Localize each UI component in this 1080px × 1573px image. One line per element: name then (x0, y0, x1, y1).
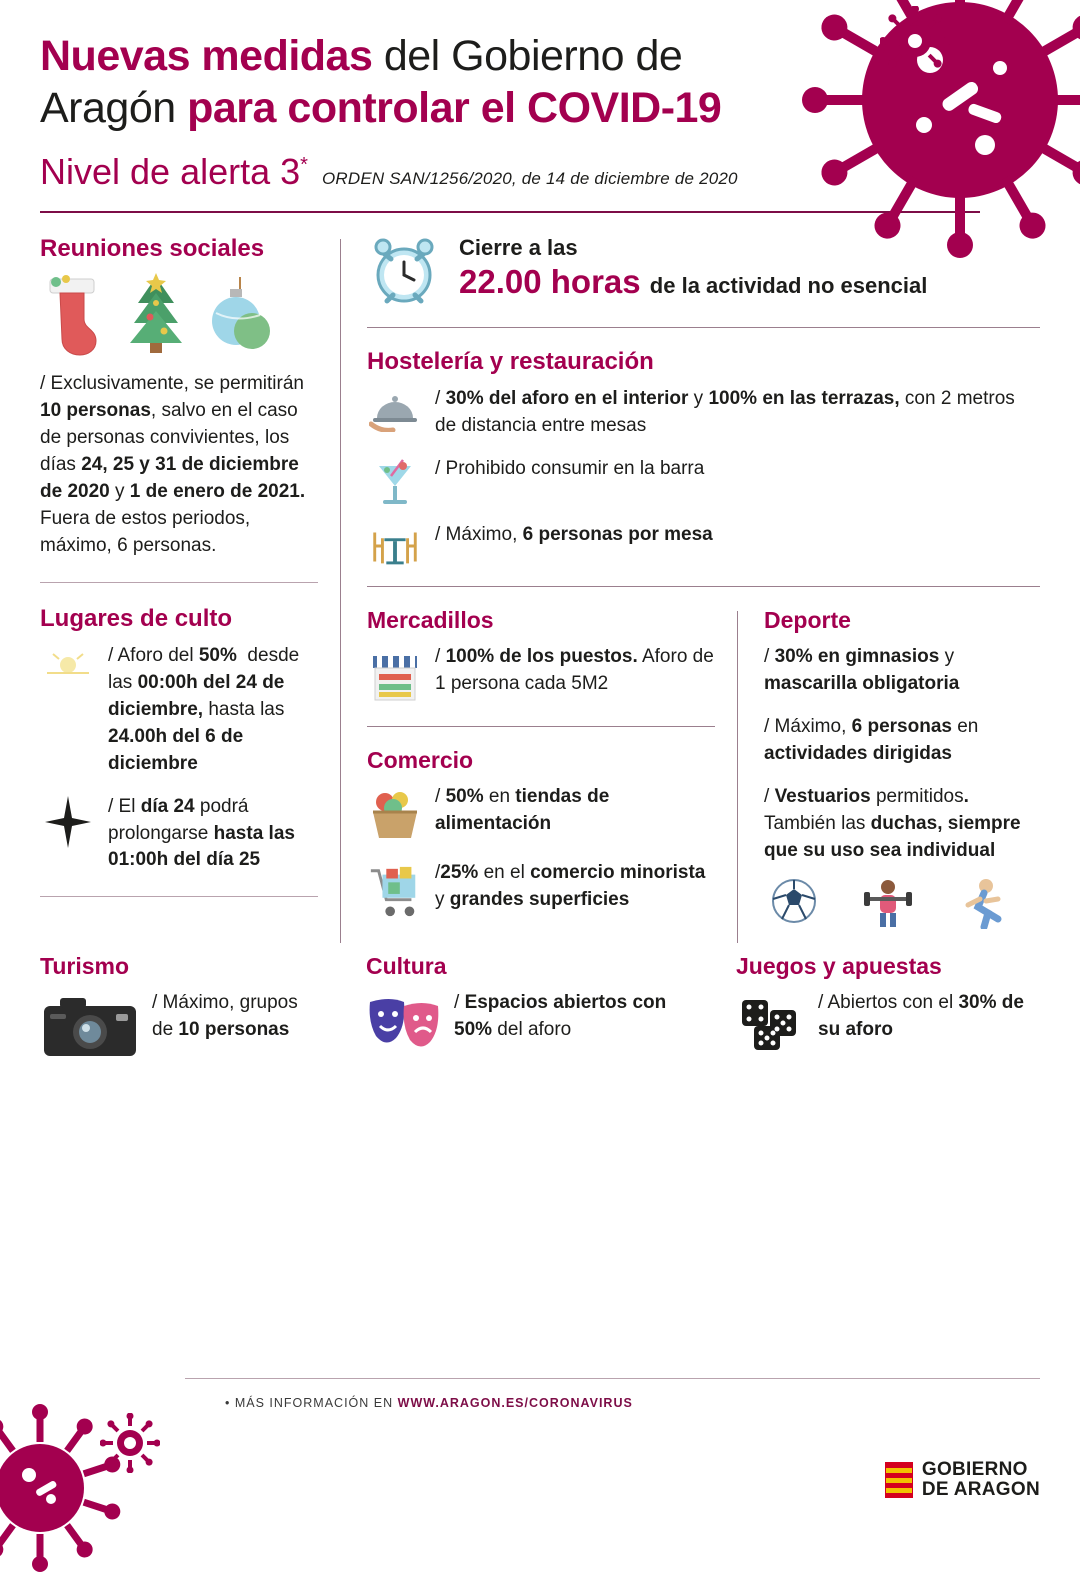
bottom-column-turismo (40, 953, 340, 1078)
culto-item-1 (40, 643, 318, 778)
weightlifting-icon (862, 877, 914, 929)
closing-time-block (367, 235, 1040, 309)
gov-line-1: GOBIERNO (921, 1459, 1028, 1481)
alert-level-text: Nivel de alerta 3 (40, 150, 301, 192)
food-cloche-icon (367, 386, 423, 432)
title-part-3: Aragón (40, 84, 176, 133)
alarm-clock-icon (367, 235, 441, 309)
turismo-text: / Máximo, grupos de 10 personas (152, 991, 298, 1040)
section-title-hosteleria: Hostelería y restauración (367, 347, 654, 375)
alert-level (40, 151, 308, 193)
virus-icon-bottom-small (100, 1413, 160, 1473)
mercadillos-item-1-text: / 100% de los puestos. Aforo de 1 persona cada 5M2 (435, 645, 714, 694)
hosteleria-item-1 (367, 386, 1040, 440)
divider-left-1 (40, 582, 318, 583)
title-part-2: del Gobierno de (383, 32, 683, 80)
section-title-culto: Lugares de culto (40, 604, 233, 632)
camera-icon (40, 990, 140, 1062)
reuniones-text: / Exclusivamente, se permitirán 10 personas, salvo en el caso de personas convivientes, los días 24, 25 y 31 de diciembre de 2020 y 1 de enero de 2021. Fuera de estos periodos, máximo, 6 personas. (40, 372, 306, 556)
section-title-deporte: Deporte (764, 606, 851, 633)
footer-info-prefix: MÁS INFORMACIÓN EN (234, 1396, 394, 1410)
section-title-juegos: Juegos y apuestas (736, 952, 942, 979)
cocktail-icon (367, 456, 423, 506)
divider-right-2 (367, 586, 1040, 587)
theater-masks-icon (366, 990, 442, 1054)
divider-left-2 (40, 896, 318, 897)
christmas-tree-icon (120, 273, 192, 357)
turismo-item (40, 990, 318, 1062)
gov-line-2: DE ARAGON (921, 1479, 1040, 1501)
comercio-item-2-text: /25% en el comercio minorista y grandes superficies (435, 861, 706, 910)
section-title-comercio: Comercio (367, 746, 474, 773)
reuniones-icons (40, 273, 318, 357)
culto-item-2-text: / El día 24 podrá prolongarse hasta las 01:00h del día 25 (108, 795, 295, 871)
bottom-column-cultura (340, 953, 710, 1078)
mercadillos-item-1 (367, 644, 715, 708)
hosteleria-item-3 (367, 522, 1040, 568)
deporte-item-1-text: / 30% en gimnasios y mascarilla obligatoria (764, 645, 960, 694)
section-title-mercadillos: Mercadillos (367, 606, 494, 633)
section-title-reuniones: Reuniones sociales (40, 234, 265, 262)
divider-mercadillos (367, 726, 715, 727)
footer (0, 1378, 1080, 1528)
comercio-item-2 (367, 860, 715, 922)
grocery-basket-icon (367, 784, 423, 844)
sub-column-left (367, 607, 737, 943)
running-icon (958, 877, 1006, 929)
hosteleria-item-2-text: / Prohibido consumir en la barra (435, 457, 705, 479)
sub-columns (367, 607, 1040, 943)
star-icon (40, 794, 96, 848)
section-title-cultura: Cultura (366, 952, 447, 979)
government-logo (885, 1460, 1040, 1500)
sunrise-icon (40, 643, 96, 679)
market-stall-icon (367, 644, 423, 708)
soccer-ball-icon (770, 877, 818, 925)
hosteleria-item-2 (367, 456, 1040, 506)
government-logo-text (922, 1460, 1040, 1500)
culto-item-2 (40, 794, 318, 875)
divider-right-1 (367, 327, 1040, 328)
alert-level-asterisk: * (300, 153, 308, 176)
table-chairs-icon (367, 522, 423, 568)
footer-divider (185, 1378, 1040, 1379)
christmas-stocking-icon (40, 273, 106, 357)
deporte-item-2-text: / Máximo, 6 personas en actividades dirigidas (764, 715, 979, 764)
comercio-item-1-text: / 50% en tiendas de alimentación (435, 785, 610, 834)
cultura-text: / Espacios abiertos con 50% del aforo (454, 991, 667, 1040)
culto-item-1-text: / Aforo del 50% desde las 00:00h del 24 de diciembre, hasta las 24.00h del 6 de diciembre (108, 644, 300, 774)
deporte-icons (764, 877, 1040, 929)
hosteleria-item-3-text: / Máximo, 6 personas por mesa (435, 523, 713, 545)
shopping-cart-icon (367, 860, 423, 922)
title-part-4: para controlar el COVID-19 (187, 84, 722, 133)
order-reference: ORDEN SAN/1256/2020, de 14 de diciembre de 2020 (321, 168, 738, 188)
hosteleria-item-1-text: / 30% del aforo en el interior y 100% en las terrazas, con 2 metros de distancia entre mesas (435, 387, 1015, 436)
bottom-columns (0, 953, 1080, 1078)
left-column (40, 235, 340, 943)
page-title (40, 30, 860, 135)
footer-info: • MÁS INFORMACIÓN EN WWW.ARAGON.ES/CORONAVIRUS (225, 1396, 633, 1410)
closing-hours-row (459, 261, 927, 302)
closing-label: Cierre a las (459, 234, 578, 260)
virus-icon-bottom-left (0, 1403, 125, 1573)
bottom-column-juegos (710, 953, 1040, 1078)
closing-hours: 22.00 horas (459, 263, 641, 301)
footer-info-url[interactable]: WWW.ARAGON.ES/CORONAVIRUS (397, 1396, 633, 1410)
juegos-text: / Abiertos con el 30% de su aforo (818, 991, 1024, 1040)
dice-icon (736, 990, 806, 1054)
christmas-bauble-icon (206, 273, 274, 357)
comercio-item-1 (367, 784, 715, 844)
header (0, 0, 1080, 193)
title-part-1: Nuevas medidas (40, 32, 373, 80)
right-column (341, 235, 1040, 943)
main-columns (0, 235, 1080, 943)
aragon-flag-icon (885, 1462, 913, 1498)
header-divider (40, 211, 980, 213)
closing-rest: de la actividad no esencial (649, 273, 928, 299)
cultura-item (366, 990, 688, 1054)
deporte-item-3-text: / Vestuarios permitidos. También las duchas, siempre que su uso sea individual (764, 785, 1021, 861)
sub-column-right (738, 607, 1040, 943)
juegos-item (736, 990, 1040, 1054)
alert-level-row (40, 151, 1040, 193)
section-title-turismo: Turismo (40, 952, 130, 979)
